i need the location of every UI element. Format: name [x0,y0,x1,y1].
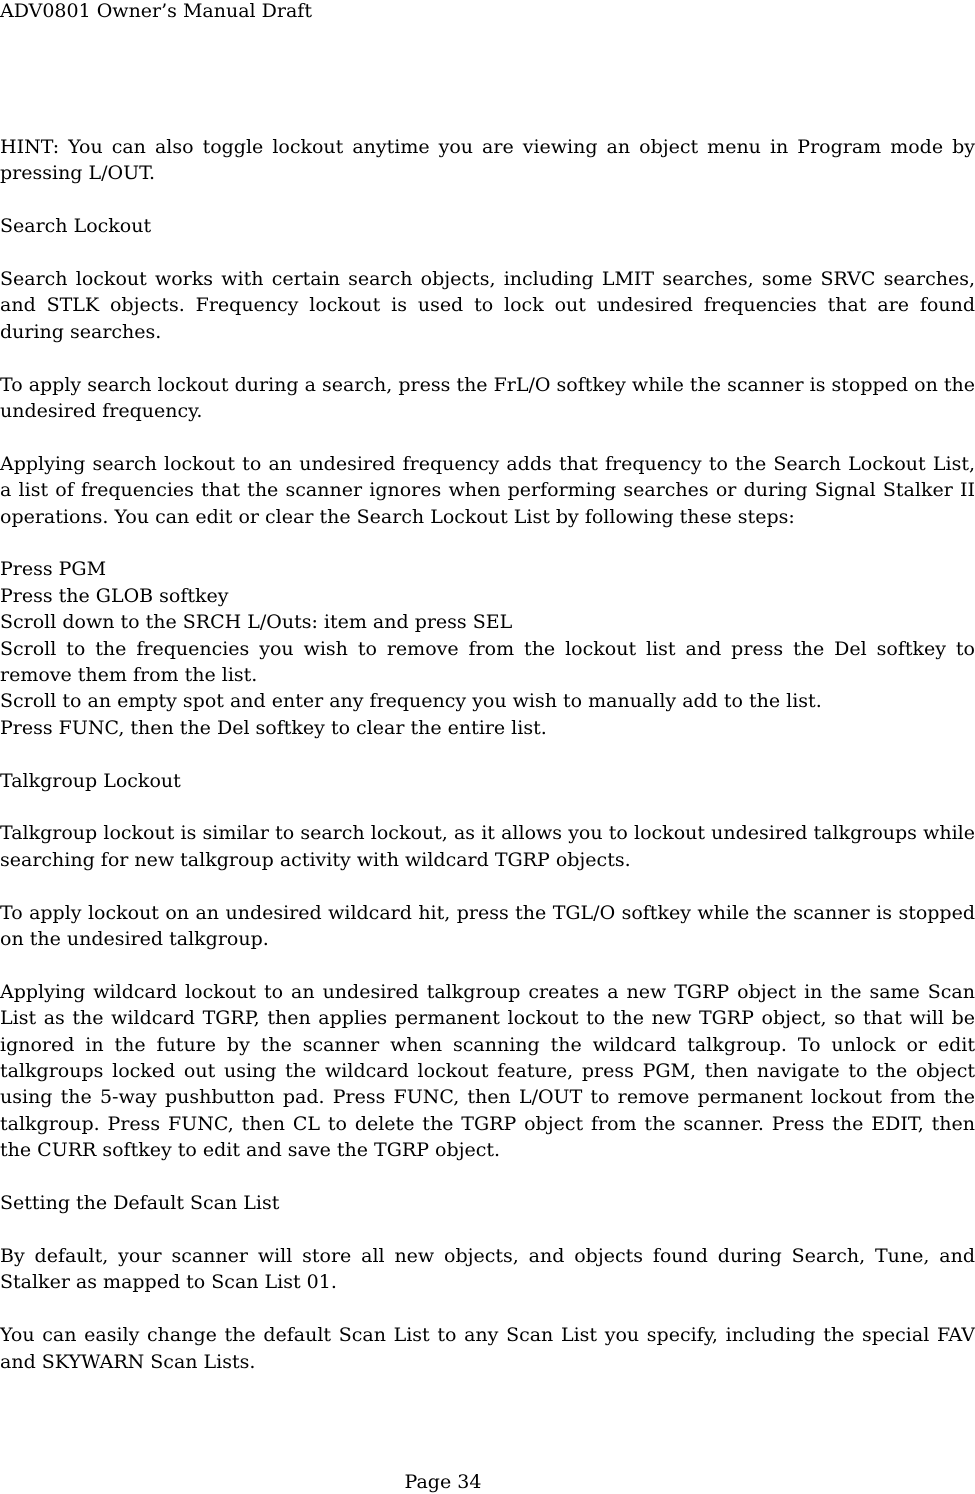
section-heading-search-lockout: Search Lockout [0,215,152,238]
section-heading-talkgroup-lockout: Talkgroup Lockout [0,769,181,792]
talkgroup-lockout-paragraph-2: To apply lockout on an undesired wildcard hit, press the TGL/O softkey while the scanner is stopped on the undesired talkgroup. [0,901,975,951]
talkgroup-lockout-paragraph-3: Applying wildcard lockout to an undesired talkgroup creates a new TGRP object in the same Scan List as the wildcard TGRP, then applies permanent lockout to the new TGRP object, so that will be ignored in the future by the scanner when scanning the wildcard talkgroup. To unlock or edit talkgroups locked out using the wildcard lockout feature, press PGM, then navigate to the object using the 5-way pushbutton pad. Press FUNC, then L/OUT to remove permanent lockout from the talkgroup. Press FUNC, then CL to delete the TGRP object from the scanner. Press the EDIT, then the CURR softkey to edit and save the TGRP object. [0,980,975,1162]
default-scan-list-paragraph-1: By default, your scanner will store all new objects, and objects found during Search, Tune, and Stalker as mapped to Scan List 01. [0,1244,975,1294]
step-item: Scroll to the frequencies you wish to remove from the lockout list and press the Del softkey to remove them from the list. [0,637,975,687]
search-lockout-paragraph-2: To apply search lockout during a search, press the FrL/O softkey while the scanner is stopped on the undesired frequency. [0,373,975,423]
talkgroup-lockout-paragraph-1: Talkgroup lockout is similar to search lockout, as it allows you to lockout undesired talkgroups while searching for new talkgroup activity with wildcard TGRP objects. [0,822,975,871]
page-header: ADV0801 Owner’s Manual Draft [0,0,312,22]
step-item: Scroll to an empty spot and enter any frequency you wish to manually add to the list. [0,690,822,713]
default-scan-list-paragraph-2: You can easily change the default Scan List to any Scan List you specify, including the special FAV and SKYWARN Scan Lists. [0,1324,975,1373]
search-lockout-steps [0,556,975,741]
search-lockout-paragraph-1: Search lockout works with certain search objects, including LMIT searches, some SRVC searches, and STLK objects. Frequency lockout is used to lock out undesired frequencies that are found during searches. [0,268,975,343]
step-item: Press PGM [0,558,107,581]
page-number: Page 34 [404,1471,482,1493]
step-item: Scroll down to the SRCH L/Outs: item and press SEL [0,611,513,634]
step-item: Press FUNC, then the Del softkey to clear the entire list. [0,716,547,739]
document-body [0,134,975,1401]
step-item: Press the GLOB softkey [0,584,229,607]
section-heading-default-scan-list: Setting the Default Scan List [0,1192,280,1215]
hint-paragraph: HINT: You can also toggle lockout anytime you are viewing an object menu in Program mode by pressing L/OUT. [0,136,975,185]
search-lockout-paragraph-3: Applying search lockout to an undesired frequency adds that frequency to the Search Lockout List, a list of frequencies that the scanner ignores when performing searches or during Signal Stalker II operations. You can edit or clear the Search Lockout List by following these steps: [0,452,975,528]
